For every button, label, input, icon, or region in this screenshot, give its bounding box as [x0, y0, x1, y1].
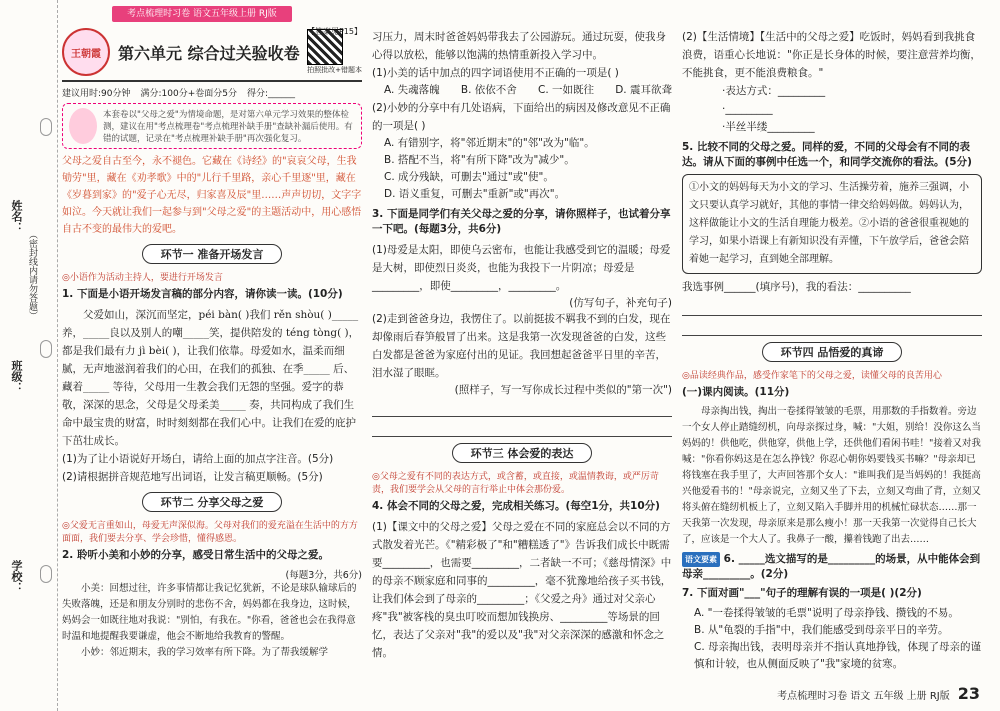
- answer-line[interactable]: [682, 322, 982, 336]
- option-b[interactable]: B. 依依不舍: [460, 84, 517, 96]
- option-a[interactable]: A. 失魂落魄: [384, 84, 440, 96]
- q3-2-note: (照样子，写一写你成长过程中类似的"第一次"): [454, 384, 672, 396]
- question-2: 2. 聆听小美和小妙的分享，感受日常生活中的父母之爱。: [62, 549, 329, 561]
- column-2: [372, 28, 672, 662]
- question-1: 1. 下面是小语开场发言稿的部分内容，请你读一读。(10分): [62, 288, 343, 300]
- binding-gutter: [0, 0, 58, 711]
- xiaomei-text: 小美：回想过往，许多事情都让我记忆犹新，不论是球队输球后的失败落魄，还是和朋友分别时的悲伤不舍，妈妈都在我身边，这时候，妈妈会一如既往地对我说："别怕，有我在。"你看，爸爸也会在我得意时温和地提醒我要谦虚，他会不断地给我教育的警醒。: [62, 583, 357, 642]
- section-4-goal: ◎品读经典作品，感受作家笔下的父母之爱，读懂父母的良苦用心: [682, 371, 942, 381]
- option-c[interactable]: C. 母亲掏出钱，表明母亲并不指认真地挣钱，体现了母亲的谨慎和计较，也从侧面反映了"我"家境的贫寒。: [694, 641, 982, 670]
- brand-logo: 王朝霞: [62, 28, 110, 76]
- question-6: 语文要素 6. _____选文描写的是_________的场景，从中能体会到母亲_________。(2分): [682, 553, 981, 580]
- column-3: [682, 28, 982, 673]
- passage-1: 父爱如山，深沉而坚定，péi bàn( )我们 rěn shòu( )_____ 养，_____良以及别人的嘲_____笑，提供陪发的 téng tòng( )，都是我们最有力 jì bèi( )，让我们依靠。母爱如水，温柔而细腻，无声地滋润着我们的心田，在我们的孤独、在季_____ 后、藏着_____ 等待，父母用一生教会我们无怨的坚强。爱字的恭敬，深深的思念，父母是父母柔美_____ 奏，共同构成了我们生命中最宝贵的财富，时时刻刻都在我们心中。让我们在爱的庇护下茁壮成长。: [62, 309, 360, 447]
- section-2-title: 环节二 分享父母之爱: [62, 492, 362, 512]
- q3-1: (1)母爱是太阳，即使乌云密布，也能让我感受到它的温暖；母爱是大树，即使烈日炎炎，也能为我投下一片阴凉；母爱是_________，即使_________，_________。: [372, 244, 671, 292]
- q2-1: (1)小美的话中加点的四字词语使用不正确的一项是( ): [372, 67, 619, 79]
- q4-1: (1)【课文中的父母之爱】父母之爱在不同的家庭总会以不同的方式散发着光芒。《"精彩极了"和"糟糕透了"》告诉我们成长中既需要_________，也需要_________，二者缺一不可；《慈母情深》中的母亲不顾家庭和同事的_________，毫不犹豫地给孩子买书钱，让我们体会到了母亲的_________；《父爱之舟》通过对父亲心疼"我"被客栈的臭虫叮咬而想加钱换房、_________等场景的回忆，表达了父亲对"我"的爱以及"我"对父亲深深的感激和怀念之情。: [372, 521, 672, 659]
- answer-line[interactable]: [372, 403, 672, 417]
- footer-book: 考点梳理时习卷 语文 五年级 上册 RJ版: [777, 691, 950, 702]
- qr-caption: 拍照批改+错题本: [307, 66, 362, 74]
- question-4: 4. 体会不同的父母之爱，完成相关练习。(每空1分，共10分): [372, 500, 660, 512]
- option-d[interactable]: D. 震耳欲聋: [615, 84, 672, 96]
- option-a[interactable]: A. "一卷揉得皱皱的毛票"说明了母亲挣钱、攒钱的不易。: [694, 607, 959, 619]
- q4-2: (2)【生活情境】【生活中的父母之爱】吃饭时，妈妈看到我挑食浪费，语重心长地说："你正是长身体的时候，要注意营养均衡，不能挑食，更不能浪费粮食。": [682, 31, 981, 79]
- name-label: 姓名：: [10, 200, 23, 233]
- option-b[interactable]: B. 从"龟裂的手指"中，我们能感受到母亲平日的辛劳。: [694, 624, 949, 636]
- q2-1-options: [372, 82, 672, 99]
- section-1-goal: ◎小语作为活动主持人，要进行开场发言: [62, 273, 223, 283]
- tip-text: 本套卷以"父母之爱"为情境命题，是对第六单元学习效果的整体检测，建议在用"考点梳理卷"考点梳理补缺手册"查缺补漏后使用。有错的试题，记录在"考点梳理补缺手册"再次强化复习。: [103, 110, 353, 144]
- binding-hole: [40, 340, 52, 358]
- xiaomiao-text: 小妙：邻近期末，我的学习效率有所下降。为了帮我缓解学: [81, 647, 329, 658]
- section-4-title: 环节四 品悟爱的真谛: [682, 342, 982, 362]
- section-3-title: 环节三 体会爱的表达: [372, 443, 672, 463]
- q2-2: (2)小妙的分享中有几处语病，下面给出的病因及修改意见不正确的一项是( ): [372, 102, 671, 132]
- option-b[interactable]: B. 搭配不当，将"有所下降"改为"减少"。: [384, 154, 575, 166]
- q5-examples-box: ①小文的妈妈每天为小文的学习、生活操劳着，施养三强调，小文只要认真学习就好，其他的事情一律交给妈妈做。妈妈认为，这样做能让小文的生活自理能力极差。②小语的爸爸很重视她的学习，如果小语课上有新知识没有弄懂，下午放学后，爸爸会陪着她一起学习，直到她全部理解。: [682, 174, 982, 274]
- q4-2-line-2: ·_________: [722, 103, 773, 115]
- mascot-icon: [69, 108, 97, 144]
- full-score: 满分:100分+卷面分5分: [140, 89, 237, 99]
- answer-line[interactable]: [372, 423, 672, 437]
- q4-2-line-3: ·半丝半缕_________: [722, 121, 815, 133]
- binding-hole: [40, 118, 52, 136]
- usage-tip: [62, 103, 362, 149]
- exam-meta: [62, 86, 362, 99]
- class-label: 班级：: [10, 360, 23, 393]
- reading-passage: 母亲掏出钱，掏出一卷揉得皱皱的毛票，用那数的手指数着。旁边一个女人停止踏缝纫机，向母亲探过身，喊："大姐，别给！没你这么当妈妈的！供他吃，供他穿，供他上学，还供他们看闲书哇！"接着又对我喊："你看你妈这是在怎么挣钱？你忍心朝你妈要钱买书嘛？"母亲却已将钱塞在我手里了，大声回答那个女人："谁叫我们是当妈妈的！我挺高兴他爱看书的！"母亲说完，立刻又坐了下去，立刻又弯曲了背，立刻又将头俯在缝纫机板上了，立刻又陷入手脚并用的机械忙碌状态……那一天我第一次发现，母亲原来是那么瘦小！那一天我第一次觉得自己长大了，应该是一个大人了。我鼻子一酸，攥着钱跑了出去……: [682, 406, 981, 545]
- seal-note: （密封线内请勿答题）: [27, 230, 37, 320]
- time-limit: 建议用时:90分钟: [62, 89, 131, 99]
- q3-2: (2)走到爸爸身边，我愣住了。以前挺拔不羁我不到的白发，现在却像雨后春笋般冒了出来。这是我第一次发现爸爸的白发，这些白发都是爸爸为家庭付出的见证。我回想起爸爸平日里的辛苦，泪水湿了眼眶。: [372, 313, 671, 379]
- section-2-goal: ◎父爱无言重如山，母爱无声深似海。父母对我们的爱充溢在生活中的方方面面，我们要去分享、学会珍惜，懂得感恩。: [62, 521, 358, 544]
- unit-header: [62, 28, 362, 82]
- score-field: 得分:______: [246, 89, 296, 99]
- unit-title: 第六单元 综合过关验收卷: [118, 43, 300, 63]
- intro-paragraph: 父母之爱自古至今，永不褪色。它藏在《诗经》的"哀哀父母，生我劬劳"里，藏在《劝孝歌》中的"儿行千里路，亲心千里逐"里，藏在《岁暮到家》的"爱子心无尽，归家喜及辰"里……声声切切，文字字如泣。今天就让我们一起参与到"父母之爱"的主题活动中，用心感悟自古不变的最伟大的爱吧。: [62, 156, 362, 235]
- q4-2-line-1: ·表达方式：_________: [722, 85, 826, 97]
- q3-1-note: (仿写句子，补充句子): [569, 297, 672, 309]
- answer-reference: 【答案见P15】: [306, 27, 362, 36]
- column-1: [62, 28, 362, 661]
- badge-yuwen: 语文要素: [682, 552, 720, 567]
- answer-line[interactable]: [682, 302, 982, 316]
- section-3-goal: ◎父母之爱有不同的表达方式，或含蓄，或直接，或温情教诲，或严厉苛责，我们要学会从父母的言行举止中体会那份爱。: [372, 472, 659, 495]
- question-5: 5. 比较不同的父母之爱。同样的爱，不同的父母会有不同的表达。请从下面的事例中任选一个，和同学交流你的看法。(5分): [682, 141, 972, 168]
- option-c[interactable]: C. 成分残缺，可删去"通过"或"使"。: [384, 171, 554, 183]
- q1-sub-2: (2)请根据拼音规范地写出词语，让发言稿更顺畅。(5分): [62, 471, 323, 483]
- q1-sub-1: (1)为了让小语说好开场白，请给上面的加点字注音。(5分): [62, 453, 334, 465]
- q5-answer: 我选事例______(填序号)，我的看法：__________: [682, 281, 911, 293]
- page-footer: [777, 684, 980, 703]
- option-a[interactable]: A. 有错别字，将"邻近期末"的"邻"改为"临"。: [384, 137, 595, 149]
- question-7: 7. 下面对画"___"句子的理解有误的一项是( )(2分): [682, 587, 922, 599]
- section-1-title: 环节一 准备开场发言: [62, 244, 362, 264]
- sub-heading-1: (一)课内阅读。(11分): [682, 386, 790, 398]
- banner: 考点梳理时习卷 语文五年级上册 RJ版: [112, 6, 292, 22]
- page-number: 23: [957, 684, 980, 703]
- option-c[interactable]: C. 一如既往: [537, 84, 594, 96]
- option-d[interactable]: D. 语义重复，可删去"重新"或"再次"。: [384, 188, 566, 200]
- q2-score: (每题3分，共6分): [285, 570, 362, 581]
- xiaomiao-cont: 习压力，周末时爸爸妈妈带我去了公园游玩。通过玩耍，使我身心得以放松，能够以饱满的热情重新投入学习中。: [372, 31, 666, 61]
- binding-hole: [40, 565, 52, 583]
- school-label: 学校：: [10, 560, 23, 593]
- question-3: 3. 下面是同学们有关父母之爱的分享，请你照样子，也试着分享一下吧。(每题3分，共6分): [372, 208, 671, 235]
